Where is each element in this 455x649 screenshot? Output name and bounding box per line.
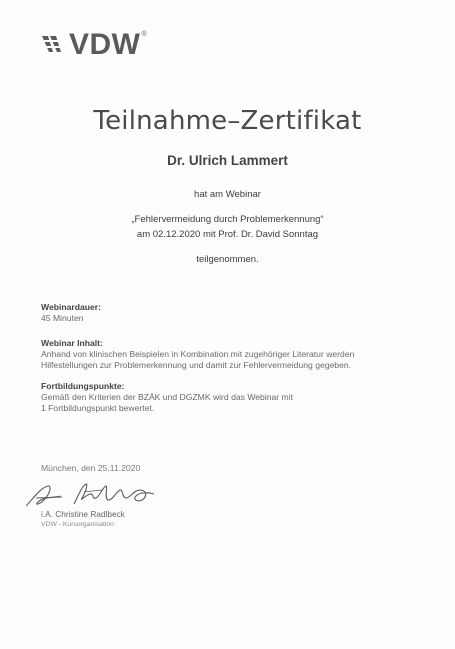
points-section bbox=[41, 381, 421, 415]
duration-label: Webinardauer: bbox=[41, 302, 102, 312]
participated-text: teilgenommen. bbox=[196, 254, 259, 265]
vdw-logo-text: VDW bbox=[69, 28, 141, 61]
participant-name: Dr. Ulrich Lammert bbox=[167, 153, 288, 168]
duration-value: 45 Minuten bbox=[41, 313, 84, 324]
registered-mark: ® bbox=[141, 31, 147, 38]
participation-text: hat am Webinar bbox=[194, 189, 261, 200]
vdw-chevron-icon bbox=[40, 32, 66, 58]
content-label: Webinar Inhalt: bbox=[41, 338, 103, 348]
place-date: München, den 25.11.2020 bbox=[41, 463, 141, 473]
content-line-2: Hilfestellungen zur Problemerkennung und damit zur Fehlervermeidung gegeben. bbox=[41, 360, 352, 371]
certificate-title: Teilnahme–Zertifikat bbox=[93, 106, 362, 136]
webinar-date-line: am 02.12.2020 mit Prof. Dr. David Sonntag bbox=[136, 229, 319, 240]
vdw-logo bbox=[40, 28, 147, 61]
points-line-2: 1 Fortbildungspunkt bewertet. bbox=[41, 403, 155, 414]
content-line-1: Anhand von klinischen Beispielen in Kombination mit zugehöriger Literatur werden bbox=[41, 349, 355, 360]
content-section bbox=[41, 338, 421, 372]
webinar-topic: „Fehlervermeidung durch Problemerkennung“ bbox=[131, 214, 324, 225]
signer-name: i.A. Christine Radlbeck bbox=[41, 509, 125, 519]
points-label: Fortbildungspunkte: bbox=[41, 381, 125, 391]
duration-section bbox=[41, 302, 421, 324]
signer-role: VDW - Kursorganisation bbox=[41, 521, 114, 528]
points-line-1: Gemäß den Kriterien der BZÄK und DGZMK wird das Webinar mit bbox=[41, 392, 294, 403]
